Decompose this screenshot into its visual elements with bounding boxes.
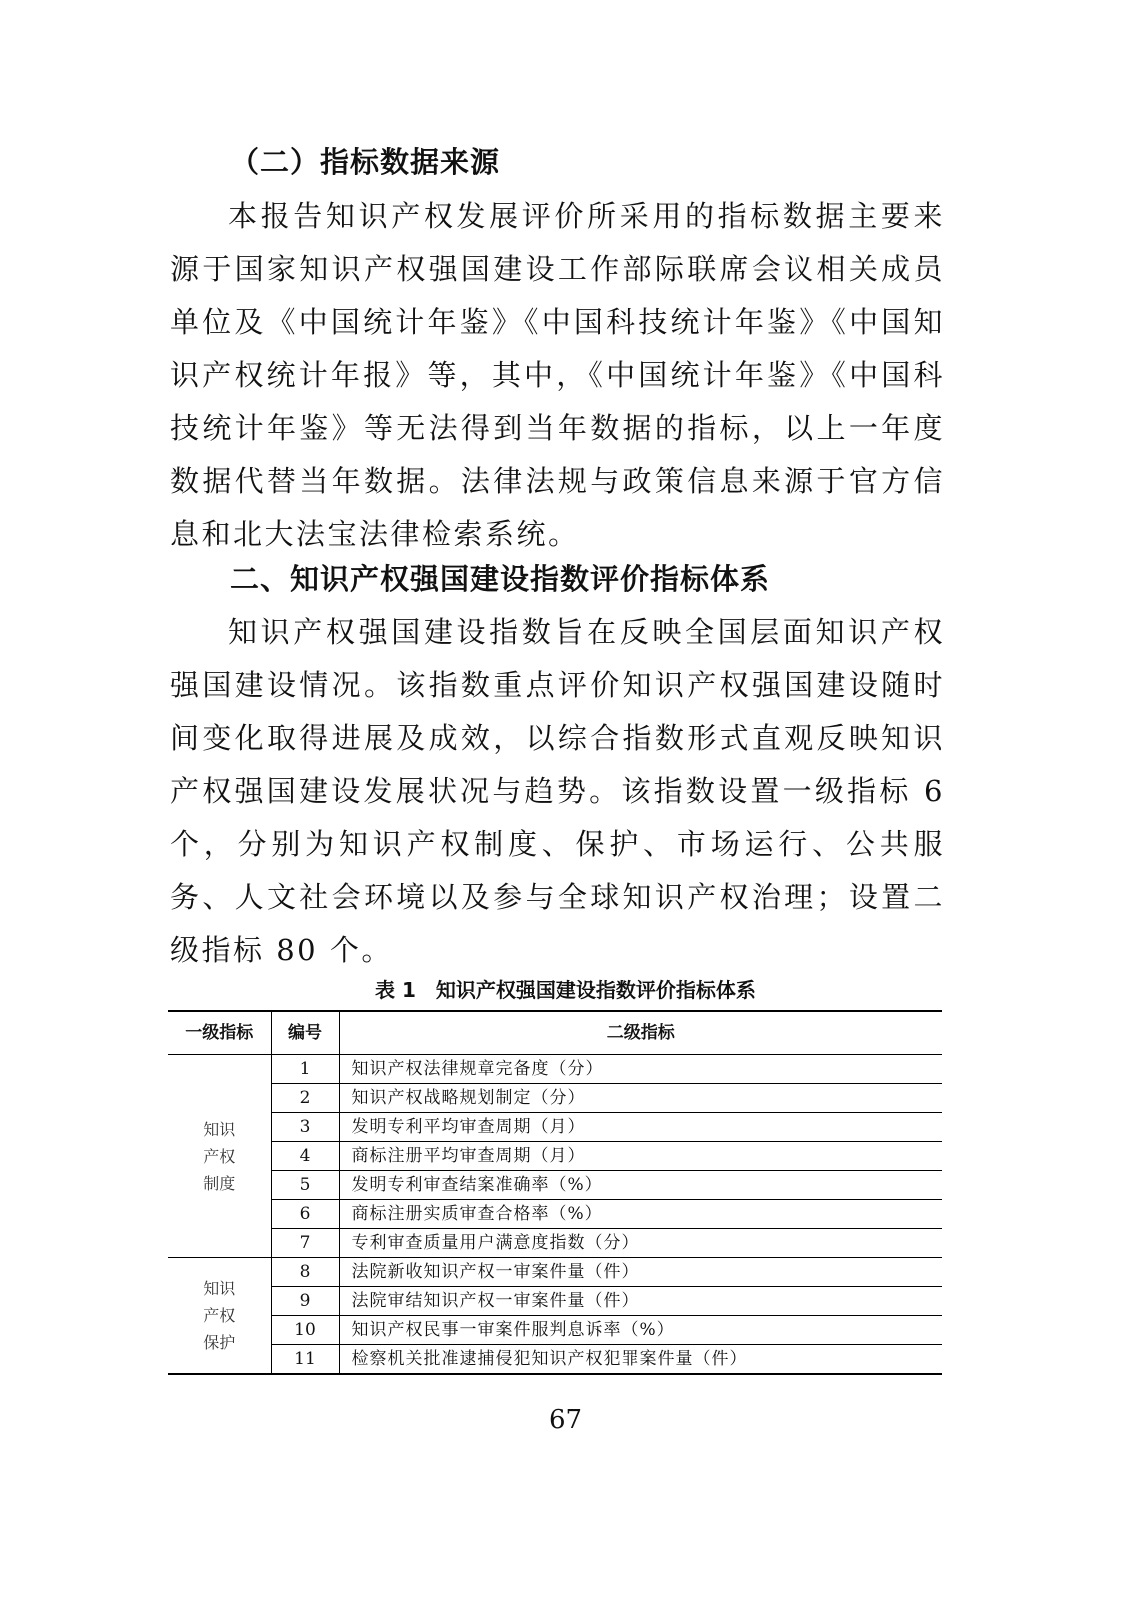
row-number: 8 bbox=[271, 1258, 339, 1287]
row-number: 4 bbox=[271, 1142, 339, 1171]
category-text: 产权 bbox=[203, 1146, 236, 1166]
header-number: 编号 bbox=[271, 1011, 339, 1055]
page-number: 67 bbox=[548, 1405, 583, 1435]
table-row bbox=[168, 1229, 942, 1258]
row-number: 9 bbox=[271, 1287, 339, 1316]
row-number: 1 bbox=[271, 1055, 339, 1084]
category-text: 知识 bbox=[203, 1279, 236, 1298]
row-number: 7 bbox=[271, 1229, 339, 1258]
table-row bbox=[168, 1055, 942, 1084]
table-row bbox=[168, 1113, 942, 1142]
category-text: 制度 bbox=[203, 1173, 236, 1193]
table-header-row bbox=[168, 1011, 942, 1055]
indicator-name: 知识产权民事一审案件服判息诉率（%） bbox=[339, 1316, 942, 1345]
table-row bbox=[168, 1287, 942, 1316]
table-row bbox=[168, 1171, 942, 1200]
indicator-name: 法院新收知识产权一审案件量（件） bbox=[339, 1258, 942, 1287]
row-number: 2 bbox=[271, 1084, 339, 1113]
indicator-name: 商标注册实质审查合格率（%） bbox=[339, 1200, 942, 1229]
table-row bbox=[168, 1084, 942, 1113]
table-row bbox=[168, 1142, 942, 1171]
indicator-name: 专利审查质量用户满意度指数（分） bbox=[339, 1229, 942, 1258]
table-row bbox=[168, 1345, 942, 1375]
row-number: 5 bbox=[271, 1171, 339, 1200]
indicator-name: 法院审结知识产权一审案件量（件） bbox=[339, 1287, 942, 1316]
paragraph-data-sources: 本报告知识产权发展评价所采用的指标数据主要来源于国家知识产权强国建设工作部际联席会议相关成员单位及《中国统计年鉴》《中国科技统计年鉴》《中国知识产权统计年报》等，其中，《中国统计年鉴》《中国科技统计年鉴》等无法得到当年数据的指标，以上一年度数据代替当年数据。法律法规与政策信息来源于官方信息和北大法宝法律检索系统。 bbox=[170, 199, 945, 551]
indicator-name: 发明专利审查结案准确率（%） bbox=[339, 1171, 942, 1200]
indicator-name: 检察机关批准逮捕侵犯知识产权犯罪案件量（件） bbox=[339, 1345, 942, 1375]
table-row bbox=[168, 1200, 942, 1229]
indicator-name: 商标注册平均审查周期（月） bbox=[339, 1142, 942, 1171]
table-row bbox=[168, 1258, 942, 1287]
category-cell bbox=[168, 1258, 271, 1375]
category-cell bbox=[168, 1055, 271, 1258]
indicator-name: 知识产权法律规章完备度（分） bbox=[339, 1055, 942, 1084]
category-text: 知识 bbox=[203, 1119, 236, 1139]
paragraph-index-description: 知识产权强国建设指数旨在反映全国层面知识产权强国建设情况。该指数重点评价知识产权强国建设随时间变化取得进展及成效，以综合指数形式直观反映知识产权强国建设发展状况与趋势。该指数设置一级指标 6 个，分别为知识产权制度、保护、市场运行、公共服务、人文社会环境以及参与全球知识产权治理；设置二级指标 80 个。 bbox=[170, 615, 945, 967]
indicator-table bbox=[168, 1010, 942, 1375]
row-number: 6 bbox=[271, 1200, 339, 1229]
section-heading: （二）指标数据来源 bbox=[230, 145, 501, 179]
header-level2: 二级指标 bbox=[339, 1011, 942, 1055]
chapter-heading: 二、知识产权强国建设指数评价指标体系 bbox=[230, 562, 771, 596]
indicator-name: 知识产权战略规划制定（分） bbox=[339, 1084, 942, 1113]
table-row bbox=[168, 1316, 942, 1345]
table-caption: 表 1 知识产权强国建设指数评价指标体系 bbox=[375, 978, 756, 1002]
category-text: 产权 bbox=[203, 1306, 236, 1325]
row-number: 10 bbox=[271, 1316, 339, 1345]
header-level1: 一级指标 bbox=[168, 1011, 271, 1055]
indicator-name: 发明专利平均审查周期（月） bbox=[339, 1113, 942, 1142]
row-number: 11 bbox=[271, 1345, 339, 1375]
row-number: 3 bbox=[271, 1113, 339, 1142]
category-text: 保护 bbox=[203, 1333, 236, 1352]
